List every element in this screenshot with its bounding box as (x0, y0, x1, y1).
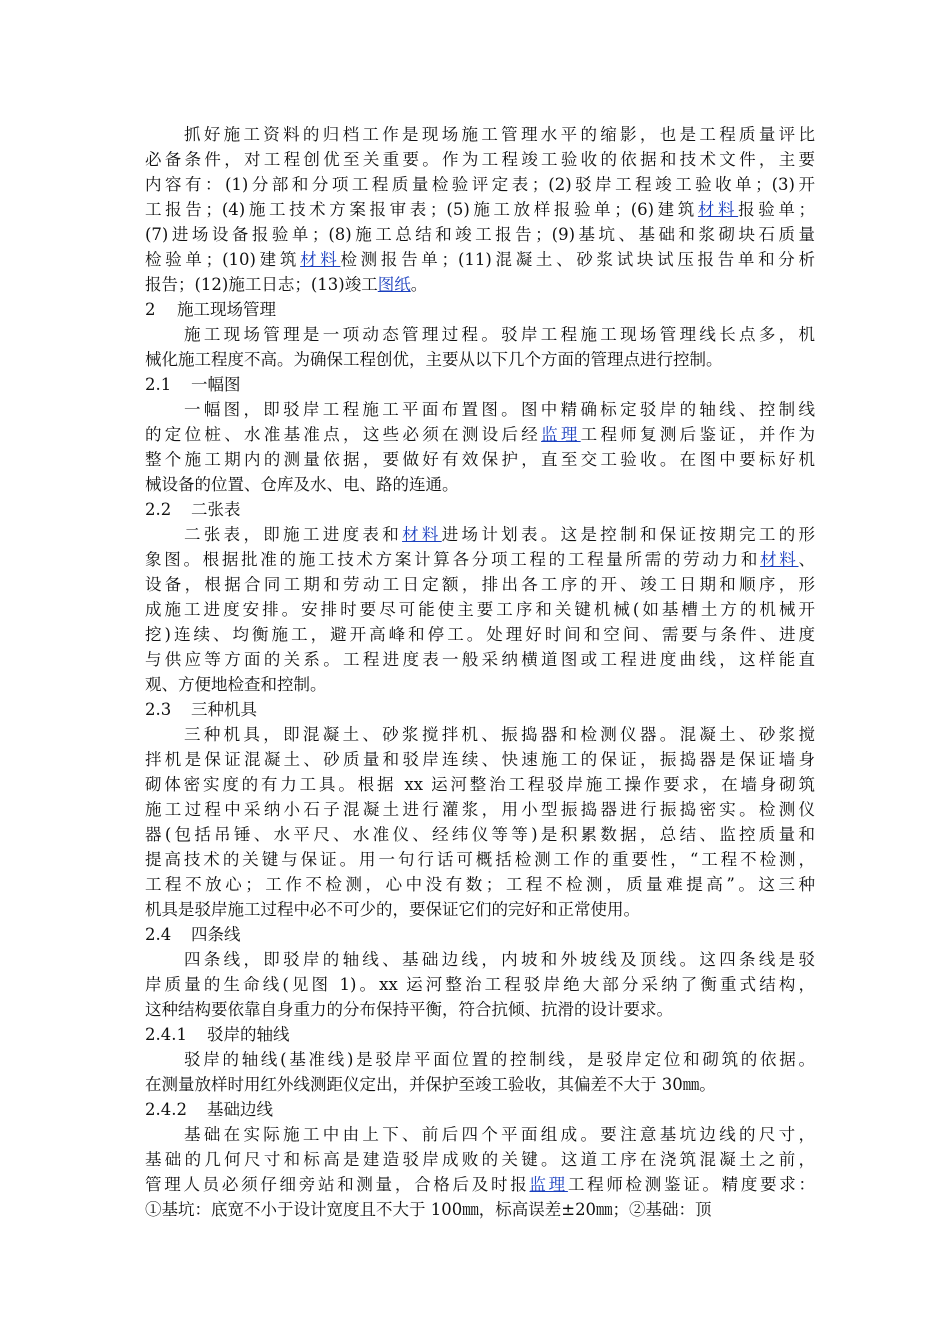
text-fragment: 报告；(12)施工日志；(13)竣工 (145, 275, 378, 294)
text-line: 基础的几何尺寸和标高是建造驳岸成败的关键。这道工序在浇筑混凝土之前， (145, 1150, 815, 1169)
text-line: 工程不放心；工作不检测，心中没有数；工程不检测，质量难提高”。这三种 (145, 875, 815, 894)
text-fragment: 象图。根据批准的施工技术方案计算各分项工程的工程量所需的劳动力和 (145, 550, 761, 569)
section-number: 2.2 (145, 500, 172, 519)
section-heading (145, 922, 815, 947)
text-line: 施工现场管理是一项动态管理过程。驳岸工程施工现场管理线长点多，机 (184, 325, 815, 344)
link-materials[interactable]: 材料 (300, 250, 341, 269)
section-paragraph (145, 397, 815, 497)
text-fragment: 工程师检测鉴证。精度要求： (567, 1175, 816, 1194)
text-line: 四条线，即驳岸的轴线、基础边线，内坡和外坡线及顶线。这四条线是驳 (184, 950, 815, 969)
text-line: 砌体密实度的有力工具。根据 xx 运河整治工程驳岸施工操作要求，在墙身砌筑 (145, 775, 815, 794)
text-line: 基础在实际施工中由上下、前后四个平面组成。要注意基坑边线的尺寸， (184, 1125, 815, 1144)
text-line: 设备，根据合同工期和劳动工日定额，排出各工序的开、竣工日期和顺序，形 (145, 575, 815, 594)
section-paragraph (145, 1047, 815, 1097)
text-fragment: 工报告；(4)施工技术方案报审表；(5)施工放样报验单；(6)建筑 (145, 200, 698, 219)
section-title: 三种机具 (191, 700, 257, 719)
text-line: 械化施工程度不高。为确保工程创优，主要从以下几个方面的管理点进行控制。 (145, 350, 723, 369)
section-title: 驳岸的轴线 (207, 1025, 290, 1044)
text-fragment: 工程师复测后鉴证，并作为 (580, 425, 816, 444)
section-title: 施工现场管理 (177, 300, 276, 319)
text-line: 驳岸的轴线(基准线)是驳岸平面位置的控制线，是驳岸定位和砌筑的依据。 (184, 1050, 815, 1069)
section-title: 一幅图 (191, 375, 241, 394)
section-paragraph (145, 322, 815, 372)
section-heading (145, 1022, 815, 1047)
text-line: 一幅图，即驳岸工程施工平面布置图。图中精确标定驳岸的轴线、控制线 (184, 400, 815, 419)
text-line: 挖)连续、均衡施工，避开高峰和停工。处理好时间和空间、需要与条件、进度 (145, 625, 815, 644)
text-line: 内容有：(1)分部和分项工程质量检验评定表；(2)驳岸工程竣工验收单；(3)开 (145, 175, 815, 194)
section-paragraph (145, 722, 815, 922)
text-line: 岸质量的生命线(见图 1)。xx 运河整治工程驳岸绝大部分采纳了衡重式结构， (145, 975, 815, 994)
section-heading (145, 372, 815, 397)
section-number: 2.4.2 (145, 1100, 187, 1119)
text-line (145, 425, 815, 444)
text-fragment: 。 (410, 275, 428, 294)
section-heading (145, 497, 815, 522)
text-fragment: 、 (798, 550, 816, 569)
text-line: 成施工进度安排。安排时要尽可能使主要工序和关键机械(如基槽土方的机械开 (145, 600, 815, 619)
text-line: 提高技术的关键与保证。用一句行话可概括检测工作的重要性，“工程不检测， (145, 850, 815, 869)
text-line: 机具是驳岸施工过程中必不可少的，要保证它们的完好和正常使用。 (145, 900, 640, 919)
text-line: 抓好施工资料的归档工作是现场施工管理水平的缩影，也是工程质量评比 (184, 125, 815, 144)
text-line: 这种结构要依靠自身重力的分布保持平衡，符合抗倾、抗滑的设计要求。 (145, 1000, 673, 1019)
text-fragment: 检测报告单；(11)混凝土、砂浆试块试压报告单和分析 (340, 250, 816, 269)
section-paragraph (145, 947, 815, 1022)
text-line: 整个施工期内的测量依据，要做好有效保护，直至交工验收。在图中要标好机 (145, 450, 815, 469)
section-number: 2.1 (145, 375, 172, 394)
text-fragment: 检验单；(10)建筑 (145, 250, 301, 269)
text-line (145, 550, 815, 569)
section-title: 四条线 (191, 925, 241, 944)
document-page (145, 122, 815, 1222)
section-paragraph (145, 522, 815, 697)
text-line (145, 275, 427, 294)
text-line (145, 250, 815, 269)
text-fragment: 报验单； (738, 200, 816, 219)
text-line: 器(包括吊锤、水平尺、水准仪、经纬仪等等)是积累数据，总结、监控质量和 (145, 825, 815, 844)
text-fragment: 管理人员必须仔细旁站和测量，合格后及时报 (145, 1175, 530, 1194)
text-line: 在测量放样时用红外线测距仪定出，并保护至竣工验收，其偏差不大于 30㎜。 (145, 1075, 716, 1094)
section-heading (145, 697, 815, 722)
link-materials[interactable]: 材料 (402, 525, 442, 544)
link-supervision[interactable]: 监理 (529, 1175, 568, 1194)
text-line: ①基坑：底宽不小于设计宽度且不大于 100㎜，标高误差±20㎜；②基础：顶 (145, 1200, 712, 1219)
text-line (145, 525, 815, 544)
text-line: 观、方便地检查和控制。 (145, 675, 327, 694)
text-fragment: 二张表，即施工进度表和 (184, 525, 403, 544)
link-materials[interactable]: 材料 (760, 550, 799, 569)
section-number: 2.4.1 (145, 1025, 187, 1044)
text-fragment: 的定位桩、水准基准点，这些必须在测设后经 (145, 425, 542, 444)
section-heading (145, 297, 815, 322)
text-line: 三种机具，即混凝土、砂浆搅拌机、振捣器和检测仪器。混凝土、砂浆搅 (184, 725, 815, 744)
section-number: 2.3 (145, 700, 172, 719)
text-line: 必备条件，对工程创优至关重要。作为工程竣工验收的依据和技术文件，主要 (145, 150, 815, 169)
section-number: 2 (145, 300, 156, 319)
intro-paragraph (145, 122, 815, 297)
text-line: 施工过程中采纳小石子混凝土进行灌浆，用小型振捣器进行振捣密实。检测仪 (145, 800, 815, 819)
link-materials[interactable]: 材料 (697, 200, 739, 219)
section-number: 2.4 (145, 925, 172, 944)
section-heading (145, 1097, 815, 1122)
text-line: 械设备的位置、仓库及水、电、路的连通。 (145, 475, 459, 494)
text-line: 与供应等方面的关系。工程进度表一般采纳横道图或工程进度曲线，这样能直 (145, 650, 815, 669)
section-title: 二张表 (191, 500, 241, 519)
text-line: (7)进场设备报验单；(8)施工总结和竣工报告；(9)基坑、基础和浆砌块石质量 (145, 225, 815, 244)
text-line (145, 1175, 815, 1194)
text-fragment: 进场计划表。这是控制和保证按期完工的形 (441, 525, 816, 544)
link-supervision[interactable]: 监理 (541, 425, 581, 444)
section-paragraph (145, 1122, 815, 1222)
link-drawings[interactable]: 图纸 (377, 275, 411, 294)
text-line (145, 200, 815, 219)
text-line: 拌机是保证混凝土、砂质量和驳岸连续、快速施工的保证，振捣器是保证墙身 (145, 750, 815, 769)
section-title: 基础边线 (207, 1100, 273, 1119)
